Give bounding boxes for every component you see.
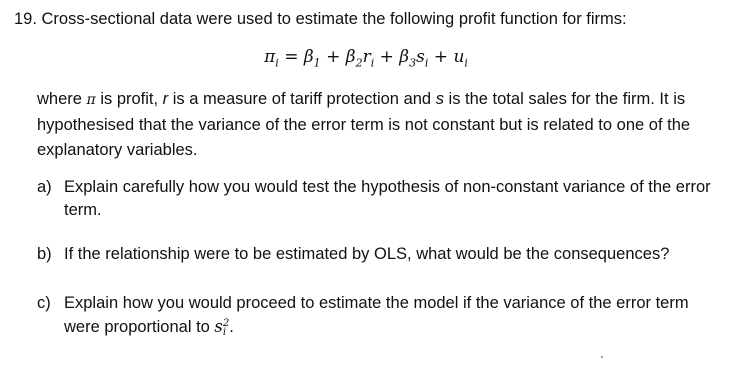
eq-term-3: $\beta_3s_i$ (399, 47, 429, 70)
part-label: c) (37, 294, 51, 312)
intro-paragraph: where π is profit, r is a measure of tariff protection and s is the total sales for the firm. It is hypothesised that the variance of the error term is not constant but is related to one of the explanatory variables. (37, 90, 691, 159)
part-label: a) (37, 178, 52, 196)
eq-term-1: $\beta_1$ (303, 47, 321, 70)
s-squared-math: s 2 i (214, 317, 230, 338)
part-text: Explain how you would proceed to estimate the model if the variance of the error term were proportional to s 2 i . (64, 294, 689, 338)
question-title: 19. Cross-sectional data were used to estimate the following profit function for firms: (14, 10, 627, 28)
part-text: Explain carefully how you would test the hypothesis of non-constant variance of the error term. (64, 178, 711, 219)
eq-term-2: $\beta_2r_i$ (345, 47, 375, 70)
part-text: If the relationship were to be estimated by OLS, what would be the consequences? (64, 245, 670, 263)
symbol-r: r (162, 90, 169, 108)
eq-lhs: $\pi_i$ (264, 47, 279, 70)
eq-term-4: $u_i$ (453, 47, 468, 70)
stray-dot (601, 356, 603, 358)
symbol-s: s (435, 90, 444, 108)
part-label: b) (37, 245, 52, 263)
profit-function-equation: $\pi_i = \beta_1 + \beta_2r_i + \beta_3s_i + u_i$ (264, 47, 468, 70)
symbol-pi: π (86, 92, 96, 108)
